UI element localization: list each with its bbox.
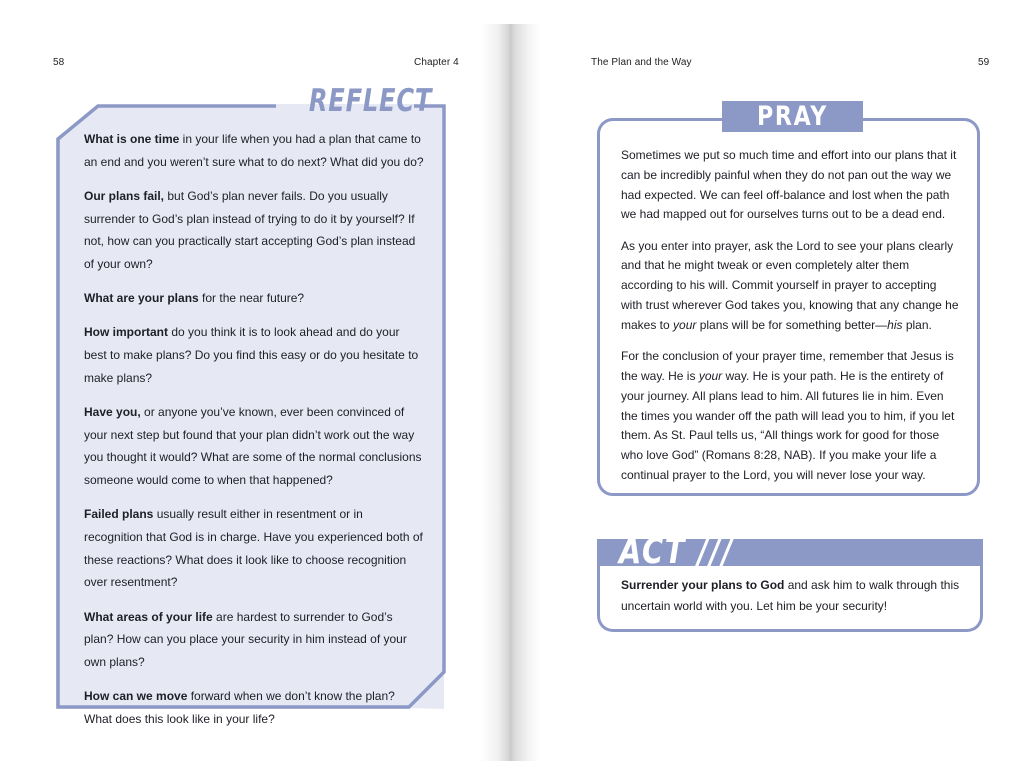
question-lead: What are your plans [84,291,199,306]
reflect-question [84,503,424,594]
question-text: usually result either in resentment or in recognition that God is in charge. Have you experienced both of these reactions? What does it look like to choose recognition over resentment? [84,507,423,590]
emphasis: his [887,317,903,332]
emphasis: your [673,317,697,332]
reflect-questions [84,128,424,742]
pray-paragraph-3 [621,347,961,486]
act-lead: Surrender your plans to God [621,578,785,592]
text-run: As you enter into prayer, ask the Lord to see your plans clearly and that he might tweak or even completely alter them according to his will. Commit yourself in prayer to accepting with trust wherever God takes you, knowing that any change he makes to [621,238,959,332]
text-run: plan. [902,317,932,332]
reflect-question [84,606,424,674]
emphasis: your [698,368,723,383]
pray-paragraph-2 [621,237,961,336]
question-lead: How important [84,325,168,340]
reflect-heading: REFLECT [308,83,433,119]
question-text: for the near future? [198,291,305,306]
question-text: are hardest to surrender to God’s plan? How can you place your security in him instead of your own plans? [84,609,407,670]
text-run: For the conclusion of your prayer time, remember that Jesus is the way. He is [621,349,954,383]
act-text [621,575,961,617]
reflect-question [84,185,424,276]
left-page-number: 58 [53,57,65,68]
pray-text [621,146,961,497]
question-text: in your life when you had a plan that came to an end and you weren’t sure what to do next? What did you do? [84,132,424,169]
reflect-question [84,321,424,389]
question-text: do you think it is to look ahead and do your best to make plans? Do you find this easy or do you hesitate to make plans? [84,325,419,385]
pray-paragraph-1: Sometimes we put so much time and effort into our plans that it can be incredibly painful when they do not pan out the way we had expected. We can feel off-balance and lost when the path we had mapped out for ourselves turns out to be a dead end. [621,148,957,222]
right-running-head: The Plan and the Way [591,57,692,68]
book-gutter [480,24,540,761]
pray-heading: PRAY [757,101,828,132]
right-page-number: 59 [978,57,990,68]
text-run: way. He is your path. He is the entirety of your journey. All plans lead to him. All futures lie in him. Even the times you wander off the path will lead you to him, if you let them. As St. Paul tells us, “All things work for good for those who love God” (Romans 8:28, NAB). If you make your life a continual prayer to the Lord, you will never lose your way. [621,368,955,482]
act-text-run: and ask him to walk through this uncertain world with you. Let him be your security! [621,578,960,613]
question-lead: Failed plans [84,507,154,522]
question-text: but God’s plan never fails. Do you usually surrender to God’s plan instead of trying to do it by yourself? If not, how can you practically start accepting God’s plan instead of your own? [84,188,416,272]
question-lead: How can we move [84,689,188,704]
reflect-question [84,685,424,730]
left-running-head: Chapter 4 [414,57,459,68]
question-lead: Our plans fail, [84,188,165,203]
act-heading: ACT /// [619,531,734,572]
question-text: forward when we don’t know the plan? What does this look like in your life? [84,689,395,726]
reflect-question [84,128,424,173]
question-lead: What is one time [84,132,180,146]
question-lead: Have you, [84,405,141,420]
reflect-question [84,287,424,310]
text-run: plans will be for something better— [696,317,888,332]
question-lead: What areas of your life [84,609,213,624]
reflect-question [84,401,424,492]
question-text: or anyone you’ve known, ever been convinced of your next step but found that your plan didn’t work out the way you thought it would? What are some of the normal conclusions someone would come to when that happened? [84,405,422,488]
